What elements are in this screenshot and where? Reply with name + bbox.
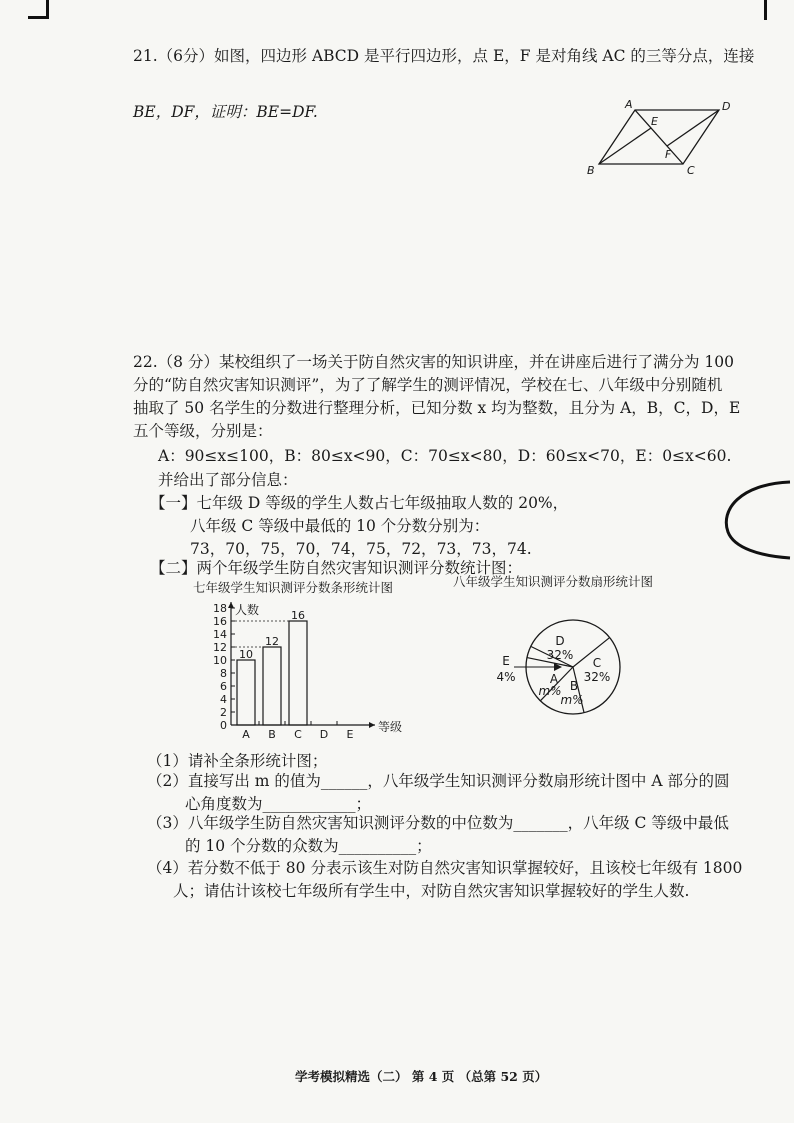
pie-chart-grade8 xyxy=(490,615,625,725)
bar-chart-y-tick-label: 10 xyxy=(213,654,227,667)
pie-divider-c xyxy=(573,638,610,667)
question-2-line-2: 心角度数为____________； xyxy=(185,795,372,813)
pie-slice-label-b: m% xyxy=(560,693,584,707)
bar-chart-y-tick-label: 14 xyxy=(213,628,227,641)
segment-be xyxy=(599,128,651,164)
bar-chart-title: 七年级学生知识测评分数条形统计图 xyxy=(193,580,394,595)
bar-chart-grade7 xyxy=(195,592,405,747)
bar-chart-y-tick-label: 8 xyxy=(220,667,227,680)
q21-line-1: 21.（6分）如图，四边形 ABCD 是平行四边形，点 E，F 是对角线 AC 的三等分点，连接 xyxy=(133,47,755,65)
label-e: E xyxy=(651,115,658,128)
bar-b xyxy=(263,647,281,725)
bar-chart-y-tick-label: 16 xyxy=(213,615,227,628)
q22-line-1: 22.（8 分）某校组织了一场关于防自然灾害的知识讲座，并在讲座后进行了满分为 100 xyxy=(133,353,734,371)
bar-chart-y-label: 人数 xyxy=(235,603,260,617)
question-1: （1）请补全条形统计图； xyxy=(147,752,328,770)
pie-slice-label-a: m% xyxy=(538,684,562,698)
label-f: F xyxy=(665,148,672,161)
info-1-scores: 73，70，75，70，74，75，72，73，73，74. xyxy=(190,540,532,558)
question-4-line-1: （4）若分数不低于 80 分表示该生对防自然灾害知识掌握较好，且该校七年级有 1800 xyxy=(147,859,743,877)
segment-df xyxy=(667,110,719,146)
diagonal-ac xyxy=(635,110,683,164)
bar-chart-y-tick-label: 12 xyxy=(213,641,227,654)
bar-chart-y-tick-label: 0 xyxy=(220,719,227,732)
pie-slice-name-c: C xyxy=(592,656,602,670)
pie-slice-label-c: 32% xyxy=(583,670,611,684)
bar-chart-x-tick-label: D xyxy=(319,728,329,741)
pie-chart-title: 八年级学生知识测评分数扇形统计图 xyxy=(453,574,654,589)
q22-line-3: 抽取了 50 名学生的分数进行整理分析，已知分数 x 均为整数，且分为 A，B，C，D，E xyxy=(133,399,741,417)
question-3-line-2: 的 10 个分数的众数为__________； xyxy=(185,837,432,855)
pie-slice-label-e: 4% xyxy=(496,670,516,684)
parallelogram-figure xyxy=(585,96,735,182)
q22-line-6: 并给出了部分信息： xyxy=(158,471,298,489)
question-4-line-2: 人；请估计该校七年级所有学生中，对防自然灾害知识掌握较好的学生人数. xyxy=(173,882,690,900)
page-footer: 学考模拟精选（二） 第 4 页 （总第 52 页） xyxy=(295,1069,548,1084)
binding-arc xyxy=(720,480,794,560)
label-b: B xyxy=(587,164,595,177)
bar-chart-x-tick-label: A xyxy=(242,728,250,741)
bar-value-label-a: 10 xyxy=(239,648,253,661)
bar-value-label-c: 16 xyxy=(291,609,305,622)
bar-chart-x-tick-label: C xyxy=(294,728,302,741)
label-a: A xyxy=(625,98,633,111)
bar-a xyxy=(237,660,255,725)
grade-ranges: A：90≤x≤100，B：80≤x<90，C：70≤x<80，D：60≤x<70，E：0≤x<60. xyxy=(158,447,732,465)
q22-line-2: 分的“防自然灾害知识测评”，为了了解学生的测评情况，学校在七、八年级中分别随机 xyxy=(133,376,723,394)
pie-slice-name-b: B xyxy=(569,679,579,693)
label-d: D xyxy=(722,100,731,113)
question-2-line-1: （2）直接写出 m 的值为______，八年级学生知识测评分数扇形统计图中 A 部分的圆 xyxy=(147,772,730,790)
pie-slice-name-d: D xyxy=(555,634,565,648)
info-2-heading: 【二】两个年级学生防自然灾害知识测评分数统计图： xyxy=(150,559,523,577)
bar-c xyxy=(289,621,307,725)
label-c: C xyxy=(687,164,695,177)
info-1-heading: 【一】七年级 D 等级的学生人数占七年级抽取人数的 20%， xyxy=(150,494,569,512)
pie-slice-label-d: 32% xyxy=(546,648,574,662)
bar-chart-x-arrow xyxy=(369,722,375,728)
corner-mark-top-left xyxy=(28,0,49,19)
bar-chart-y-arrow xyxy=(228,602,234,608)
info-1-scores-intro: 八年级 C 等级中最低的 10 个分数分别为： xyxy=(190,517,490,535)
bar-chart-y-tick-label: 2 xyxy=(220,706,227,719)
q22-line-4: 五个等级，分别是： xyxy=(133,422,273,440)
pie-slice-name-a: A xyxy=(549,672,559,686)
bar-chart-x-label: 等级 xyxy=(378,720,403,734)
bar-chart-y-tick-label: 18 xyxy=(213,602,227,615)
bar-chart-x-tick-label: E xyxy=(346,728,354,741)
question-3-line-1: （3）八年级学生防自然灾害知识测评分数的中位数为_______，八年级 C 等级中最低 xyxy=(147,814,729,832)
bar-chart-x-tick-label: B xyxy=(268,728,276,741)
bar-chart-y-tick-label: 4 xyxy=(220,693,227,706)
bar-chart-y-tick-label: 6 xyxy=(220,680,227,693)
q21-line-2: BE，DF，证明：BE=DF. xyxy=(133,103,318,121)
bar-value-label-b: 12 xyxy=(265,635,279,648)
corner-mark-top-right xyxy=(764,0,781,20)
pie-slice-name-e: E xyxy=(502,654,510,668)
